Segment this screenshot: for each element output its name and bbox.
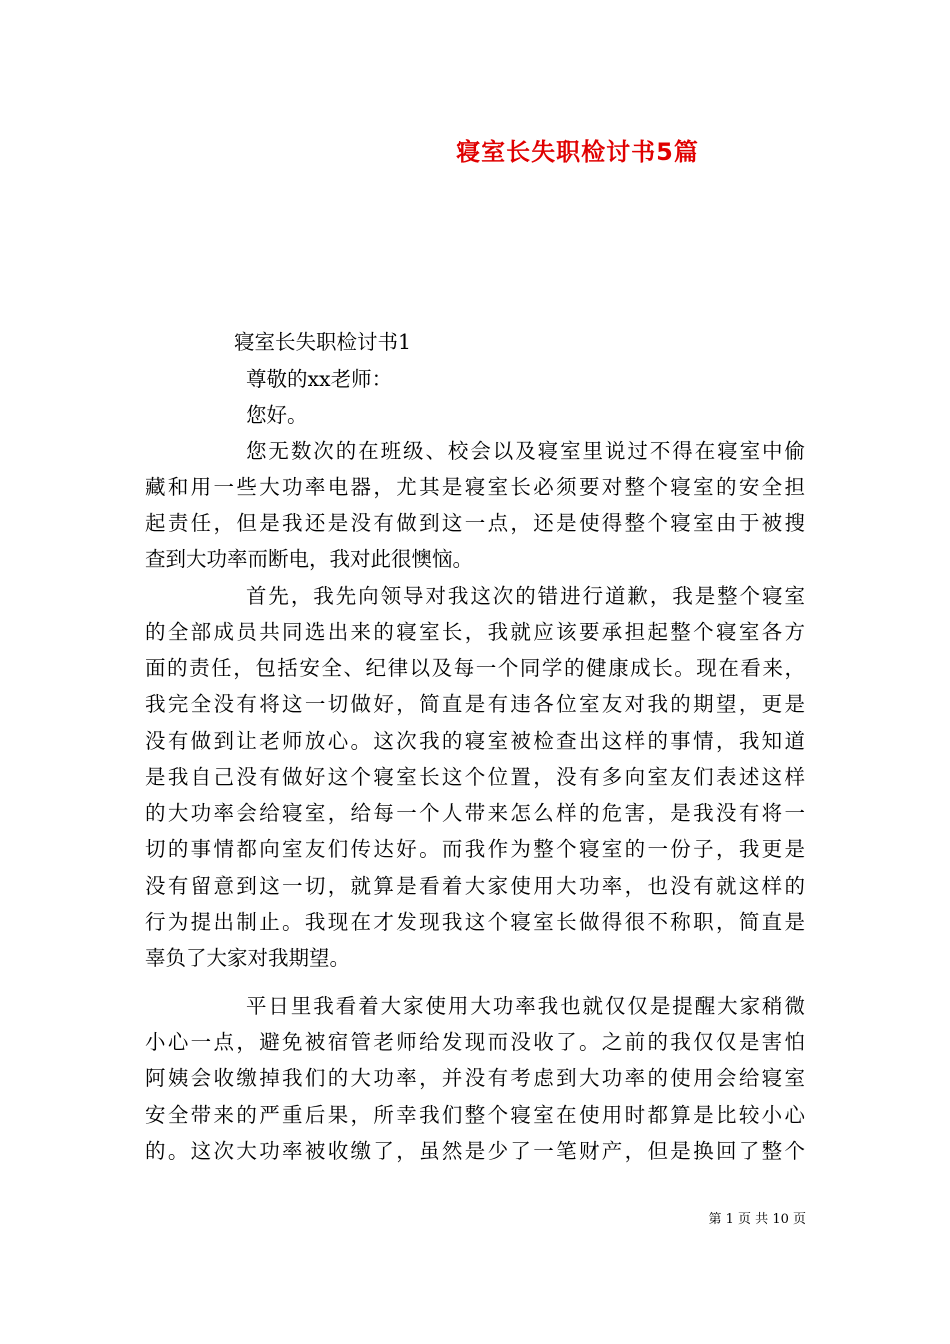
salutation: 尊敬的xx老师： <box>246 367 393 391</box>
section-heading: 寝室长失职检讨书1 <box>234 330 412 354</box>
body-line: 辜负了大家对我期望。 <box>145 946 350 970</box>
body-line: 起责任，但是我还是没有做到这一点，还是使得整个寝室由于被搜 <box>145 511 805 535</box>
body-line: 查到大功率而断电，我对此很懊恼。 <box>145 547 473 571</box>
page-number: 第 1 页 共 10 页 <box>708 1212 806 1227</box>
body-line: 没有做到让老师放心。这次我的寝室被检查出这样的事情，我知道 <box>145 729 805 753</box>
body-line: 您无数次的在班级、校会以及寝室里说过不得在寝室中偷 <box>246 439 805 463</box>
body-line: 藏和用一些大功率电器，尤其是寝室长必须要对整个寝室的安全担 <box>145 475 805 499</box>
body-line: 小心一点，避免被宿管老师给发现而没收了。之前的我仅仅是害怕 <box>145 1030 805 1054</box>
body-line: 没有留意到这一切，就算是看着大家使用大功率，也没有就这样的 <box>145 874 805 898</box>
body-line: 行为提出制止。我现在才发现我这个寝室长做得很不称职，简直是 <box>145 910 805 934</box>
document-title: 寝室长失职检讨书5篇 <box>456 138 699 166</box>
body-line: 的全部成员共同选出来的寝室长，我就应该要承担起整个寝室各方 <box>145 620 805 644</box>
body-line: 安全带来的严重后果，所幸我们整个寝室在使用时都算是比较小心 <box>145 1103 805 1127</box>
body-line: 首先，我先向领导对我这次的错进行道歉，我是整个寝室 <box>246 584 805 608</box>
body-line: 切的事情都向室友们传达好。而我作为整个寝室的一份子，我更是 <box>145 837 805 861</box>
greeting: 您好。 <box>246 403 308 427</box>
body-line: 平日里我看着大家使用大功率我也就仅仅是提醒大家稍微 <box>246 994 805 1018</box>
body-line: 是我自己没有做好这个寝室长这个位置，没有多向室友们表述这样 <box>145 765 805 789</box>
body-line: 的。这次大功率被收缴了，虽然是少了一笔财产，但是换回了整个 <box>145 1139 805 1163</box>
body-line: 阿姨会收缴掉我们的大功率，并没有考虑到大功率的使用会给寝室 <box>145 1066 805 1090</box>
body-line: 的大功率会给寝室，给每一个人带来怎么样的危害，是我没有将一 <box>145 801 805 825</box>
body-line: 我完全没有将这一切做好，简直是有违各位室友对我的期望，更是 <box>145 692 805 716</box>
body-line: 面的责任，包括安全、纪律以及每一个同学的健康成长。现在看来， <box>145 656 805 680</box>
